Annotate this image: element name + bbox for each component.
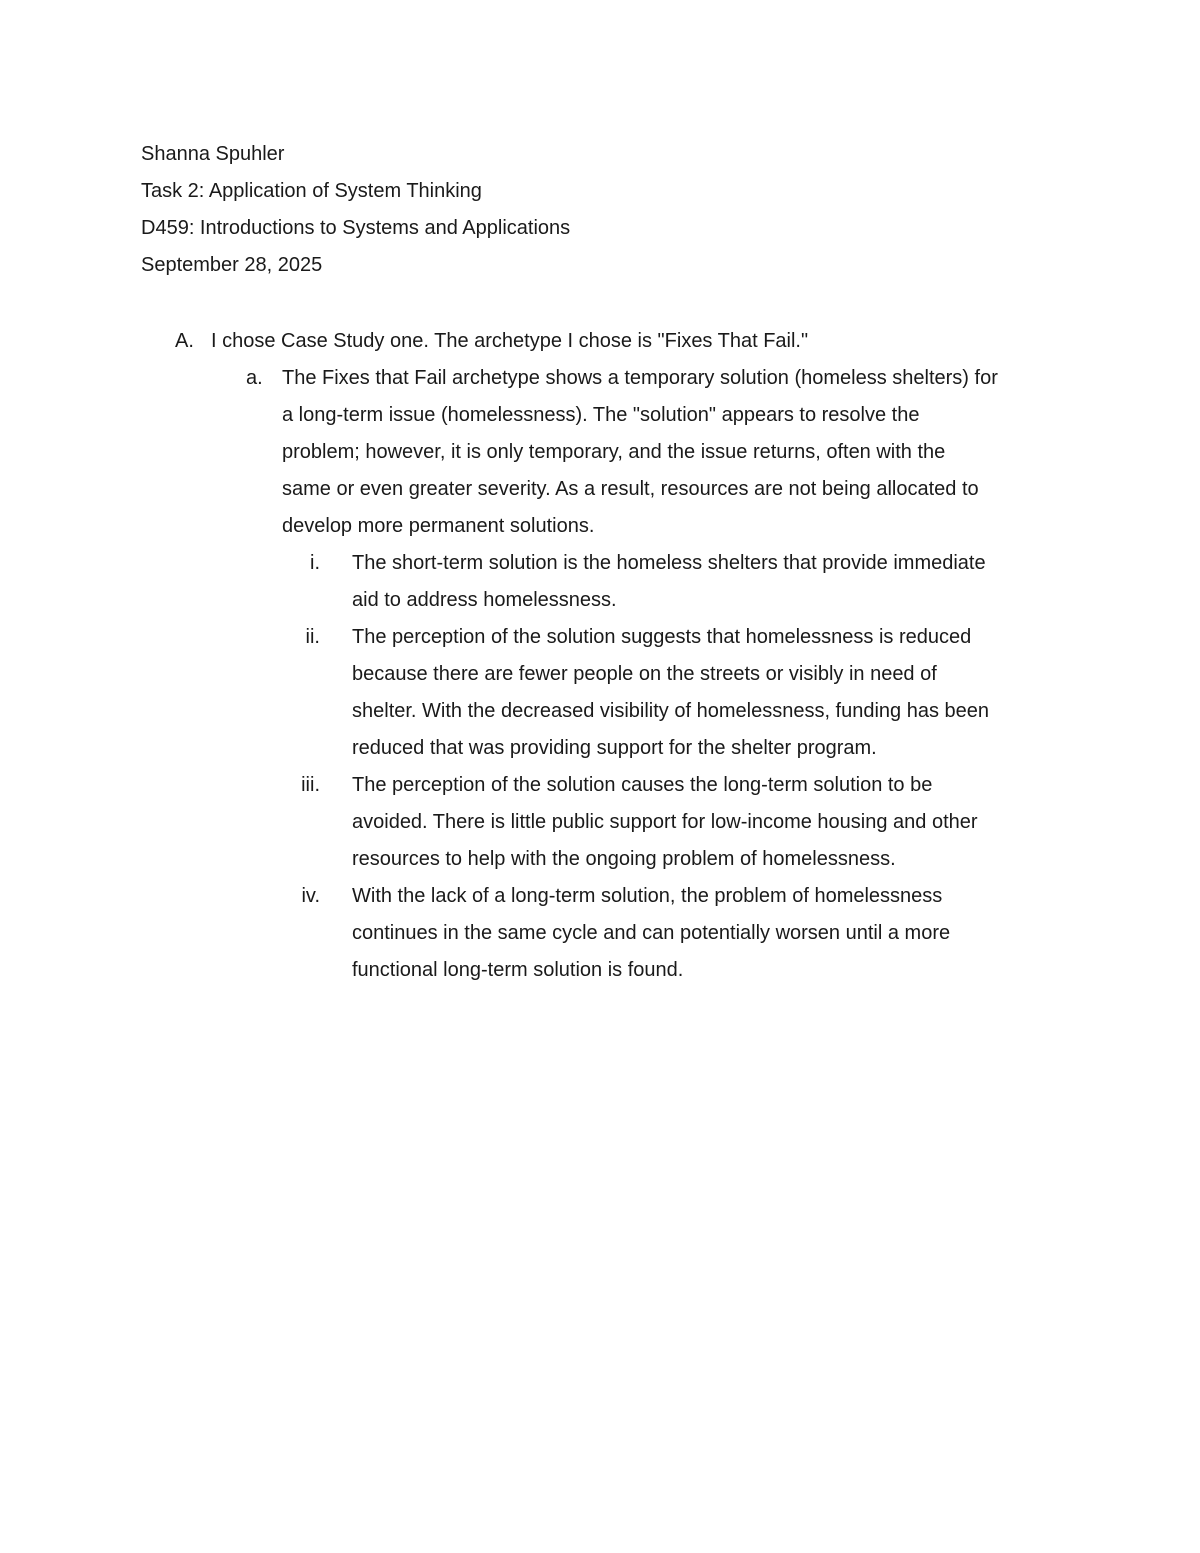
sub-item-text: The Fixes that Fail archetype shows a temporary solution (homeless shelters) for (282, 367, 998, 389)
roman-item-ii-line (0, 693, 1200, 730)
document-date: September 28, 2025 (141, 254, 323, 276)
roman-item-ii-line (0, 656, 1200, 693)
roman-item-ii-line (0, 730, 1200, 767)
sub-item-marker: a. (246, 367, 263, 389)
roman-item-text: shelter. With the decreased visibility of homelessness, funding has been (352, 700, 990, 722)
roman-item-text: continues in the same cycle and can potentially worsen until a more (352, 922, 951, 944)
roman-item-iii-line (0, 841, 1200, 878)
roman-item-iv-line (0, 952, 1200, 989)
roman-item-text: functional long-term solution is found. (352, 959, 684, 981)
sub-item-text: problem; however, it is only temporary, and the issue returns, often with the (282, 441, 946, 463)
roman-item-iii-line (0, 767, 1200, 804)
task-title: Task 2: Application of System Thinking (141, 180, 482, 202)
outline-text: I chose Case Study one. The archetype I chose is "Fixes That Fail." (211, 330, 809, 352)
sub-item-a-line (0, 471, 1200, 508)
course-title: D459: Introductions to Systems and Applications (141, 217, 571, 239)
roman-marker: i. (310, 552, 320, 574)
sub-item-a-line (0, 360, 1200, 397)
roman-marker: ii. (305, 626, 320, 648)
roman-item-text: resources to help with the ongoing problem of homelessness. (352, 848, 896, 870)
roman-item-text: The short-term solution is the homeless shelters that provide immediate (352, 552, 986, 574)
roman-item-iv-line (0, 878, 1200, 915)
sub-item-a-line (0, 434, 1200, 471)
roman-item-i-line (0, 582, 1200, 619)
outline-section-a (0, 323, 1200, 989)
sub-item-a-line (0, 508, 1200, 545)
roman-item-ii-line (0, 619, 1200, 656)
roman-item-iv-line (0, 915, 1200, 952)
sub-item-text: same or even greater severity. As a result, resources are not being allocated to (282, 478, 979, 500)
sub-item-text: a long-term issue (homelessness). The "solution" appears to resolve the (282, 404, 920, 426)
roman-item-text: because there are fewer people on the streets or visibly in need of (352, 663, 937, 685)
roman-item-text: avoided. There is little public support for low-income housing and other (352, 811, 978, 833)
roman-item-text: The perception of the solution causes the long-term solution to be (352, 774, 933, 796)
roman-marker: iii. (301, 774, 320, 796)
sub-item-a-line (0, 397, 1200, 434)
roman-marker: iv. (301, 885, 320, 907)
roman-item-text: aid to address homelessness. (352, 589, 617, 611)
outline-item-a-row (0, 323, 1200, 360)
author-name: Shanna Spuhler (141, 143, 285, 165)
roman-item-text: reduced that was providing support for the shelter program. (352, 737, 877, 759)
document-header (141, 136, 1091, 284)
roman-item-i-line (0, 545, 1200, 582)
roman-item-text: The perception of the solution suggests that homelessness is reduced (352, 626, 972, 648)
roman-item-iii-line (0, 804, 1200, 841)
roman-item-text: With the lack of a long-term solution, the problem of homelessness (352, 885, 943, 907)
outline-marker: A. (175, 330, 194, 352)
sub-item-text: develop more permanent solutions. (282, 515, 595, 537)
